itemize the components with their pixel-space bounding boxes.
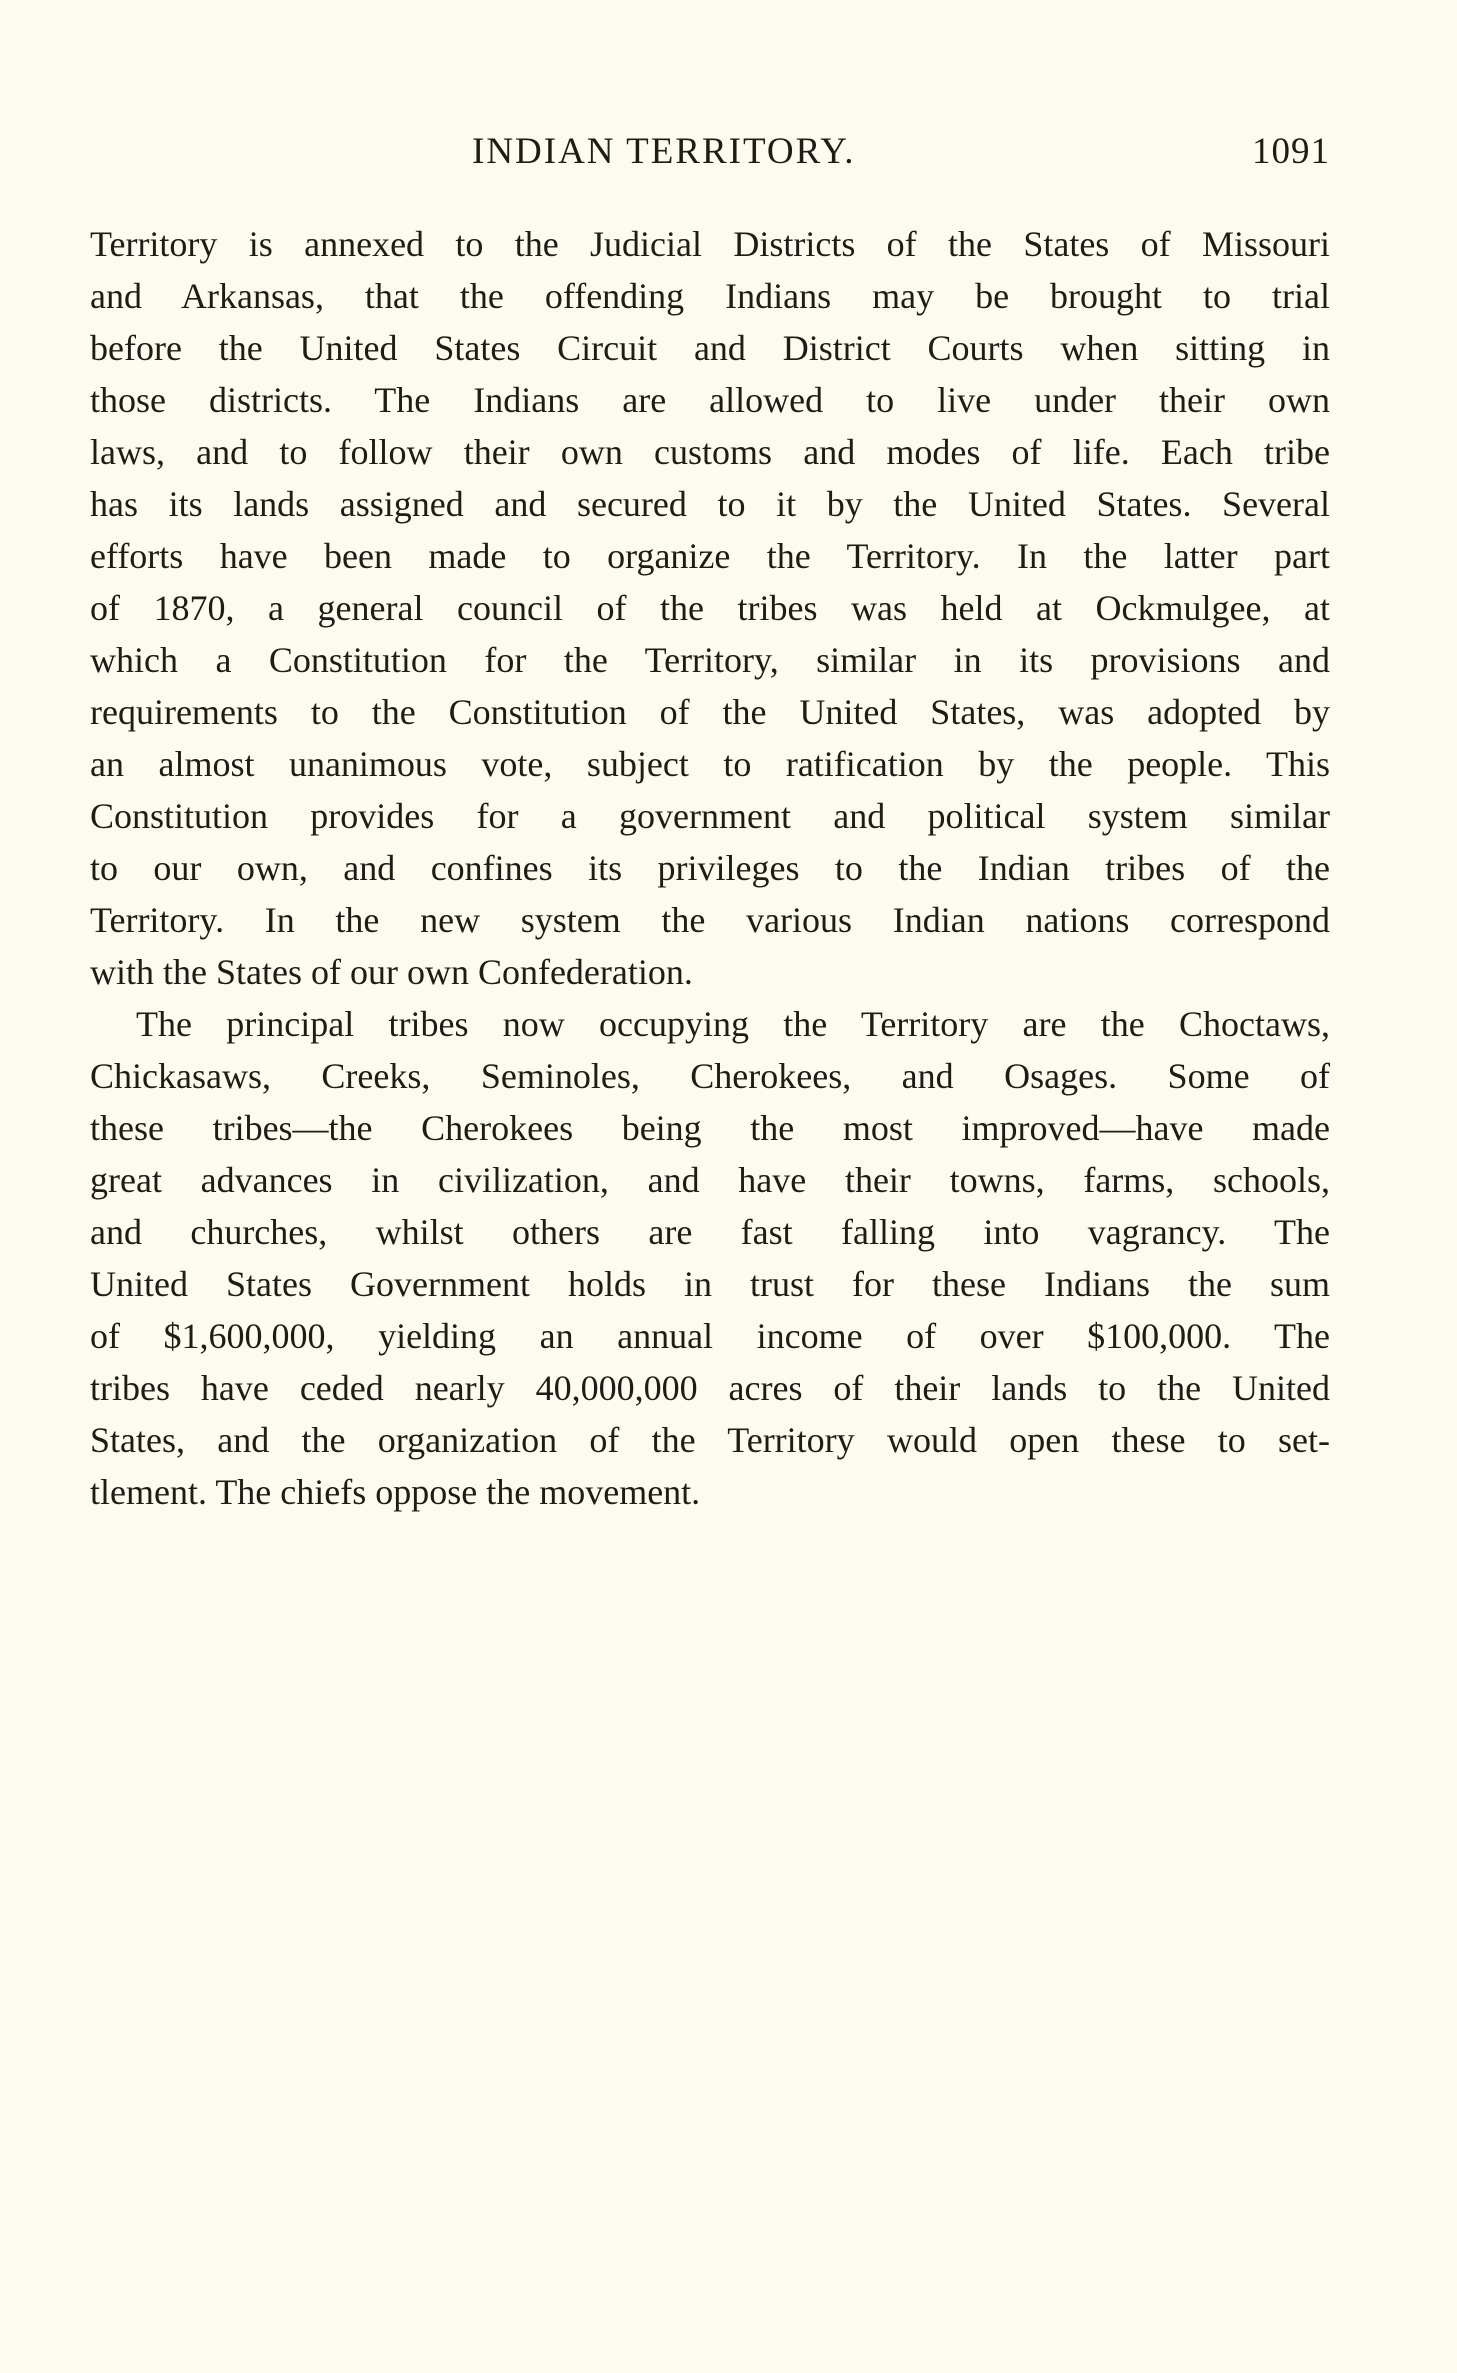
text-line: and Arkansas, that the offending Indians may be brought to trial	[90, 276, 1330, 316]
text-line: States, and the organization of the Territory would open these to set-	[90, 1420, 1330, 1460]
text-line: which a Constitution for the Territory, similar in its provisions and	[90, 640, 1330, 680]
text-line: tribes have ceded nearly 40,000,000 acres of their lands to the United	[90, 1368, 1330, 1408]
text-line: an almost unanimous vote, subject to ratification by the people. This	[90, 744, 1330, 784]
text-line: Territory. In the new system the various Indian nations correspond	[90, 900, 1330, 940]
text-line: efforts have been made to organize the Territory. In the latter part	[90, 536, 1330, 576]
text-line: requirements to the Constitution of the United States, was adopted by	[90, 692, 1330, 732]
text-line: Territory is annexed to the Judicial Districts of the States of Missouri	[90, 224, 1330, 264]
running-head	[90, 120, 1330, 180]
body-text	[90, 218, 1330, 1518]
text-line: with the States of our own Confederation.	[90, 952, 693, 992]
text-line: laws, and to follow their own customs and modes of life. Each tribe	[90, 432, 1330, 472]
text-line: tlement. The chiefs oppose the movement.	[90, 1472, 701, 1512]
text-line: those districts. The Indians are allowed to live under their own	[90, 380, 1330, 420]
text-line: United States Government holds in trust for these Indians the sum	[90, 1264, 1330, 1304]
text-line: great advances in civilization, and have their towns, farms, schools,	[90, 1160, 1330, 1200]
text-line: these tribes—the Cherokees being the most improved—have made	[90, 1108, 1330, 1148]
paragraph-1	[90, 218, 1330, 998]
running-title: INDIAN TERRITORY.	[472, 131, 856, 172]
text-line: Constitution provides for a government and political system similar	[90, 796, 1330, 836]
page-number: 1091	[1252, 131, 1330, 172]
text-line: has its lands assigned and secured to it by the United States. Several	[90, 484, 1330, 524]
text-line: The principal tribes now occupying the Territory are the Choctaws,	[136, 1004, 1330, 1044]
text-line: to our own, and confines its privileges to the Indian tribes of the	[90, 848, 1330, 888]
book-page	[90, 120, 1330, 1518]
text-line: of $1,600,000, yielding an annual income of over $100,000. The	[90, 1316, 1330, 1356]
text-line: Chickasaws, Creeks, Seminoles, Cherokees, and Osages. Some of	[90, 1056, 1330, 1096]
text-line: and churches, whilst others are fast falling into vagrancy. The	[90, 1212, 1330, 1252]
paragraph-2	[90, 998, 1330, 1518]
text-line: of 1870, a general council of the tribes was held at Ockmulgee, at	[90, 588, 1330, 628]
text-line: before the United States Circuit and District Courts when sitting in	[90, 328, 1330, 368]
